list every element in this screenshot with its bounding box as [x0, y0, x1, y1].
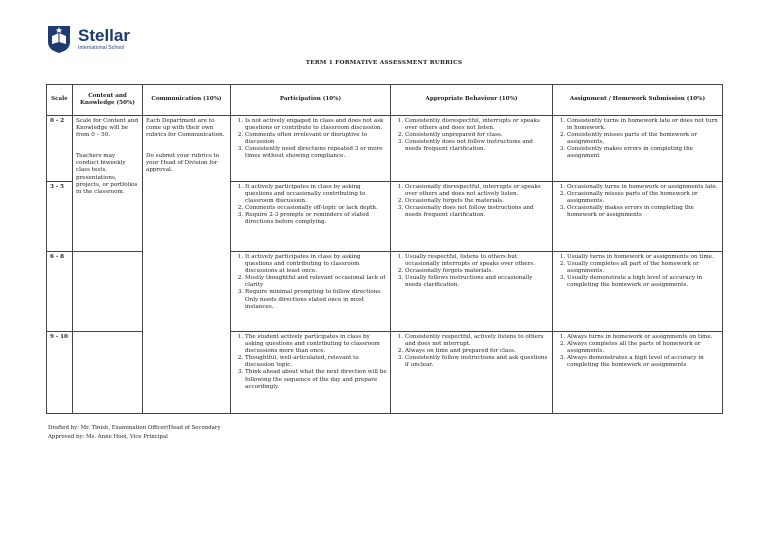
list-item: 2. Occasionally forgets the materials.: [405, 198, 549, 205]
list-item: 2. Consistently misses parts of the homework or assignments,: [567, 132, 719, 146]
document-title: TERM 1 FORMATIVE ASSESSMENT RUBRICS: [305, 60, 463, 66]
list-item: 2. Comments occasionally off-topic or lack depth.: [245, 205, 387, 212]
participation-cell: [231, 332, 391, 414]
list-item: 3. Consistently makes errors in completing the assignment: [567, 146, 719, 160]
list-item: 2. Mostly thoughtful and relevant occasional lack of clarity: [245, 275, 387, 289]
table-row: [47, 116, 723, 182]
participation-cell: [231, 116, 391, 182]
participation-cell: [231, 252, 391, 332]
list-item: 1. Usually turns in homework or assignments on time.: [567, 254, 719, 261]
content-text: Teachers may conduct biweekly class tests, presentations, projects, or portfolios in the classroom.: [76, 153, 138, 195]
approved-by: Approved by: Ms. Anne Hooi, Vice Principal: [48, 433, 168, 440]
assignment-cell: [553, 182, 723, 252]
scale-cell: 3 - 5: [47, 182, 73, 252]
behaviour-cell: [391, 332, 553, 414]
content-empty-cell: [73, 332, 143, 414]
list-item: 3. Usually demonstrate a high level of accuracy in completing the homework or assignments.: [567, 275, 719, 289]
header-behaviour: Appropriate Behaviour (10%): [391, 85, 553, 116]
assignment-cell: [553, 252, 723, 332]
drafted-by: Drafted by: Mr. Tinish, Examination Officer/Head of Secondary: [48, 425, 221, 431]
header-content: Content and Knowledge (50%): [73, 85, 143, 116]
list-item: 2. Occasionally misses parts of the homework or assignments.: [567, 191, 719, 205]
list-item: 3. Consistently does not follow instructions and needs frequent clarification.: [405, 139, 549, 153]
list-item: 3. Consistently need directions repeated 3 or more times without showing compliance.: [245, 146, 387, 160]
logo-name: Stellar: [78, 26, 130, 45]
logo-subtitle: International School: [78, 45, 125, 51]
list-item: 1. The student actively participates in class by asking questions and contributing to classroom discussions more than once.: [245, 334, 387, 355]
list-item: 2. Usually completes all part of the homework or assignments.: [567, 261, 719, 275]
list-item: 1. Consistently respectful, actively listens to others and does not interrupt.: [405, 334, 549, 348]
list-item: 3. Think ahead about what the next direction will be following the sequence of the day and prepare accordingly.: [245, 369, 387, 390]
list-item: 1. Consistently turns in homework late or does not turn in homework.: [567, 118, 719, 132]
communication-text: Do submit your rubrics to your Head of Division for approval.: [146, 153, 220, 174]
assignment-cell: [553, 332, 723, 414]
list-item: 2. Occasionally forgets materials.: [405, 268, 549, 275]
list-item: 3. Consistently follow instructions and ask questions if unclear.: [405, 355, 549, 369]
content-text: Scale for Content and Knowledge will be from 0 – 50.: [76, 118, 139, 139]
list-item: 3. Occasionally makes errors in completing the homework or assignments: [567, 205, 719, 219]
rubrics-table: [46, 84, 723, 414]
scale-cell: 9 - 10: [47, 332, 73, 414]
list-item: 1. Is not actively engaged in class and does not ask questions or contribute to classroom discussion.: [245, 118, 387, 132]
behaviour-cell: [391, 116, 553, 182]
participation-cell: [231, 182, 391, 252]
list-item: 3. Occasionally does not follow instructions and needs frequent clarification.: [405, 205, 549, 219]
content-empty-cell: [73, 252, 143, 332]
scale-cell: 6 - 8: [47, 252, 73, 332]
school-logo: [46, 24, 130, 54]
list-item: 2. Comments often irrelevant or disruptive to discussion: [245, 132, 387, 146]
header-participation: Participation (10%): [231, 85, 391, 116]
list-item: 1. Occasionally disrespectful, interrupts or speaks over others and does not actively listen.: [405, 184, 549, 198]
behaviour-cell: [391, 252, 553, 332]
list-item: 3. Require 2-3 prompts or reminders of stated directions before complying.: [245, 212, 387, 226]
list-item: 3. Usually follows instructions and occasionally needs clarification.: [405, 275, 549, 289]
list-item: 1. It actively participates in class by asking questions and occasionally contributing to classroom discussion.: [245, 184, 387, 205]
table-header-row: [47, 85, 723, 116]
list-item: 2. Consistently unprepared for class.: [405, 132, 549, 139]
scale-cell: 0 - 2: [47, 116, 73, 182]
communication-cell: [143, 116, 231, 414]
list-item: 2. Thoughtful, well-articulated, relevant to discussion topic.: [245, 355, 387, 369]
list-item: 3. Always demonstrates a high level of accuracy in completing the homework or assignments: [567, 355, 719, 369]
assignment-cell: [553, 116, 723, 182]
school-crest-icon: [46, 24, 72, 54]
footer: [48, 424, 221, 441]
list-item: 1. Occasionally turns in homework or assignments late.: [567, 184, 719, 191]
list-item: 3. Require minimal prompting to follow directions. Only needs directions stated once in most instances.: [245, 289, 387, 310]
list-item: 1. Always turns in homework or assignments on time.: [567, 334, 719, 341]
header-assignment: Assignment / Homework Submission (10%): [553, 85, 723, 116]
list-item: 2. Always on time and prepared for class.: [405, 348, 549, 355]
list-item: 2. Always completes all the parts of homework or assignments.: [567, 341, 719, 355]
header-communication: Communication (10%): [143, 85, 231, 116]
header-scale: Scale: [47, 85, 73, 116]
content-cell: [73, 116, 143, 252]
list-item: 1. It actively participates in class by asking questions and contributing to classroom discussions at least once.: [245, 254, 387, 275]
behaviour-cell: [391, 182, 553, 252]
list-item: 1. Usually respectful, listens to others but occasionally interrupts or speaks over others.: [405, 254, 549, 268]
communication-text: Each Department are to come up with their own rubrics for Communication.: [146, 118, 225, 139]
list-item: 1. Consistently disrespectful, interrupts or speaks over others and does not listen.: [405, 118, 549, 132]
